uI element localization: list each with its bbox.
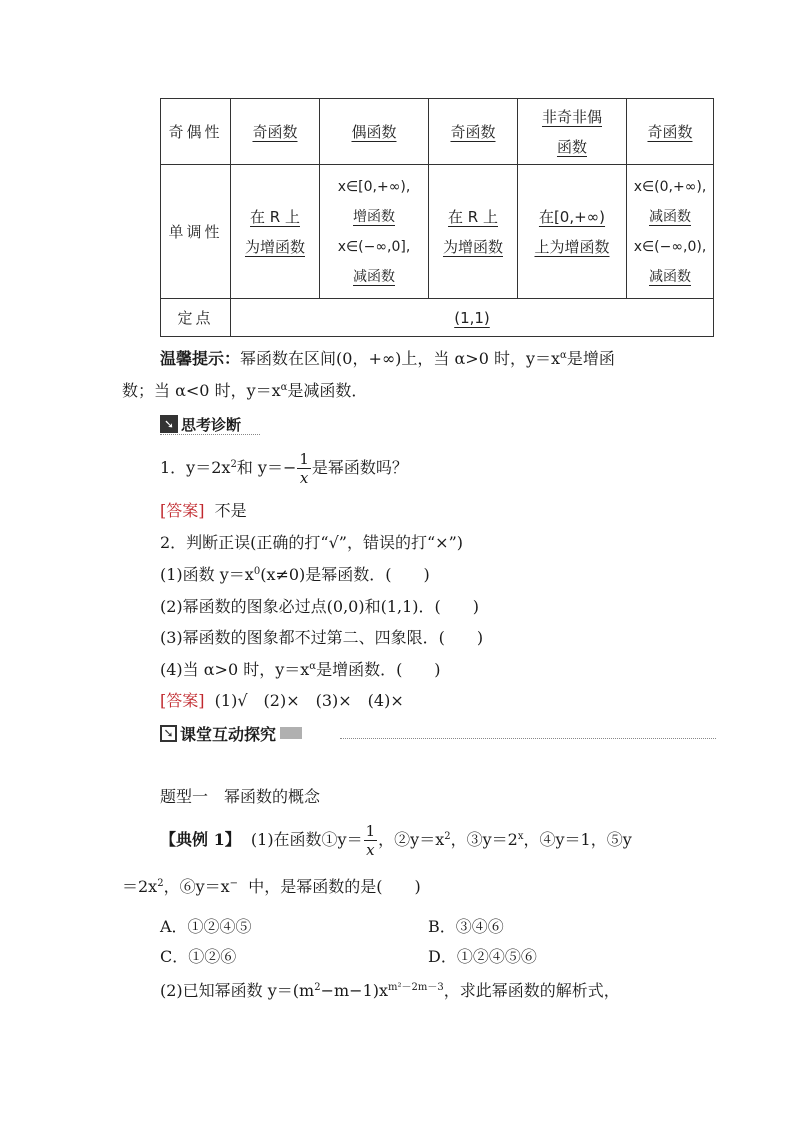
example-1-text-3: ，③y＝2 (450, 830, 518, 849)
option-c: C．①②⑥ (160, 947, 237, 966)
example-1-exp-2: 2 (444, 831, 451, 842)
q2-item-4-exponent: α (309, 661, 317, 672)
tip-text-4: 是减函数． (287, 381, 368, 400)
q1-exponent: 2 (230, 459, 237, 470)
cell-parity-1: 奇函数 (252, 122, 298, 141)
cell-parity-4-line2: 函数 (556, 137, 587, 156)
cell-fixed-point (231, 299, 714, 337)
example-1-part-2 (160, 980, 620, 1002)
tip-exponent-1: α (560, 350, 567, 361)
chevron-right-outline-icon: ➘ (160, 725, 177, 742)
question-1 (160, 450, 408, 487)
question-2-item-4 (160, 659, 441, 681)
tip-text-3: 数；当 α<0 时，y＝x (122, 381, 281, 400)
answer-1-label: [答案] (160, 501, 205, 520)
answer-1 (160, 500, 247, 522)
tip-exponent-2: α (280, 382, 288, 393)
example-1-text-4: ，④y＝1，⑤y (523, 830, 632, 849)
chevron-right-icon: ➘ (160, 415, 178, 433)
cell-parity-5 (627, 99, 714, 165)
type-1-title: 题型一 幂函数的概念 (160, 787, 321, 806)
q2-item-1-exponent: 0 (253, 566, 261, 577)
section-divider-1 (160, 434, 260, 435)
example-1-fraction-den: x (366, 841, 375, 859)
question-2-intro: 2．判断正误(正确的打“√”，错误的打“×”) (160, 533, 463, 552)
cell-mono-4-line1: 在[0,+∞) (538, 207, 606, 226)
example-1-line2-exp: 2 (157, 878, 164, 889)
section-classroom-inquiry (160, 723, 302, 743)
q1-text-pre: 1．y＝2x (160, 458, 231, 477)
table-row-monotonicity (161, 165, 714, 299)
option-b: B．③④⑥ (428, 917, 504, 936)
example-1-label: 【典例 1】 (160, 830, 241, 849)
cell-parity-4-line1: 非奇非偶 (541, 107, 602, 126)
cell-parity-5-text: 奇函数 (647, 122, 693, 141)
q2-item-4-text-b: 是增函数．( ) (316, 660, 441, 679)
q1-fraction-num: 1 (299, 450, 309, 468)
cell-parity-2: 偶函数 (351, 122, 397, 141)
q2-item-4-text: (4)当 α>0 时，y＝x (160, 660, 310, 679)
example-1-line2-exp2: − (229, 878, 239, 889)
cell-mono-1-line1: 在 R 上 (250, 207, 300, 226)
tip-line-1 (160, 348, 615, 370)
cell-mono-3-line2: 为增函数 (442, 237, 503, 256)
cell-parity-3: 奇函数 (450, 122, 496, 141)
cell-mono-2-line1: x∈[0,+∞), (337, 178, 411, 195)
example-1b-text-1: (2)已知幂函数 y＝(m (160, 981, 315, 1000)
section-divider-2 (340, 738, 716, 739)
section-thinking-title: 思考诊断 (181, 415, 242, 434)
example-1b-exp-1: 2 (314, 982, 321, 993)
fixed-point-value: (1,1) (454, 308, 490, 327)
cell-mono-5-line2: 减函数 (649, 208, 691, 225)
cell-mono-1 (231, 165, 320, 299)
cell-mono-2-line2: 增函数 (353, 208, 395, 225)
example-1-line2-a: ＝2x (122, 877, 158, 896)
example-1b-text-3: ，求此幂函数的解析式， (443, 981, 620, 1000)
q2-item-1-text: (1)函数 y＝x (160, 565, 254, 584)
option-d: D．①②④⑤⑥ (428, 947, 537, 966)
question-2-item-2: (2)幂函数的图象必过点(0,0)和(1,1)．( ) (160, 597, 480, 616)
cell-mono-2-line4: 减函数 (353, 268, 395, 285)
cell-parity-4 (518, 99, 627, 165)
option-a: A．①②④⑤ (160, 917, 252, 936)
example-1-fraction (364, 822, 378, 859)
answer-2-label: [答案] (160, 691, 205, 710)
q1-fraction (297, 450, 311, 487)
example-1b-text-2: −m−1)x (320, 981, 389, 1000)
cell-mono-4 (518, 165, 627, 299)
example-1-text-1: (1)在函数①y＝ (250, 830, 363, 849)
cell-mono-5-line3: x∈(−∞,0), (633, 238, 707, 255)
cell-mono-3-line1: 在 R 上 (448, 207, 498, 226)
cell-mono-2 (320, 165, 429, 299)
row-label-fixed-point: 定点 (161, 299, 231, 337)
example-1-line2-b: ，⑥y＝x (163, 877, 230, 896)
cell-mono-5-line1: x∈(0,+∞), (633, 178, 707, 195)
power-function-properties-table (160, 98, 714, 337)
question-2-item-1 (160, 564, 430, 586)
q1-fraction-den: x (299, 469, 309, 487)
tip-label: 温馨提示： (160, 349, 241, 368)
answer-2 (160, 690, 404, 712)
row-label-parity: 奇偶性 (161, 99, 231, 165)
section-gray-bar (280, 727, 302, 739)
example-1-text-2: ，②y＝x (378, 830, 445, 849)
table-row-fixed-point (161, 299, 714, 337)
cell-mono-3 (429, 165, 518, 299)
cell-mono-1-line2: 为增函数 (244, 237, 305, 256)
example-1-fraction-num: 1 (365, 822, 376, 840)
q1-text-post: 是幂函数吗？ (311, 458, 408, 477)
row-label-monotonicity: 单调性 (161, 165, 231, 299)
cell-mono-5-line4: 减函数 (649, 268, 691, 285)
example-1b-exp-2: m²－2m－3 (388, 982, 444, 993)
question-2-item-3: (3)幂函数的图象都不过第二、四象限．( ) (160, 628, 484, 647)
table-row-parity (161, 99, 714, 165)
section-thinking-diagnosis (160, 414, 241, 434)
tip-line-2 (122, 380, 367, 402)
tip-text-2: 是增函 (566, 349, 615, 368)
example-1-line-1 (160, 820, 632, 860)
cell-mono-2-line3: x∈(−∞,0], (337, 238, 411, 255)
tip-text-1: 幂函数在区间(0，+∞)上，当 α>0 时，y＝x (240, 349, 561, 368)
example-1-exp-3: x (517, 831, 524, 842)
example-1-line2-c: 中，是幂函数的是( ) (248, 877, 421, 896)
example-1-line-2 (122, 876, 421, 898)
q1-text-mid: 和 y＝− (236, 458, 297, 477)
cell-mono-5 (627, 165, 714, 299)
answer-1-text: 不是 (214, 501, 247, 520)
cell-mono-4-line2: 上为增函数 (534, 237, 610, 256)
section-classroom-title: 课堂互动探究 (180, 724, 277, 744)
q2-item-1-text-b: (x≠0)是幂函数．( ) (260, 565, 430, 584)
answer-2-text: (1)√ (2)× (3)× (4)× (214, 691, 404, 710)
